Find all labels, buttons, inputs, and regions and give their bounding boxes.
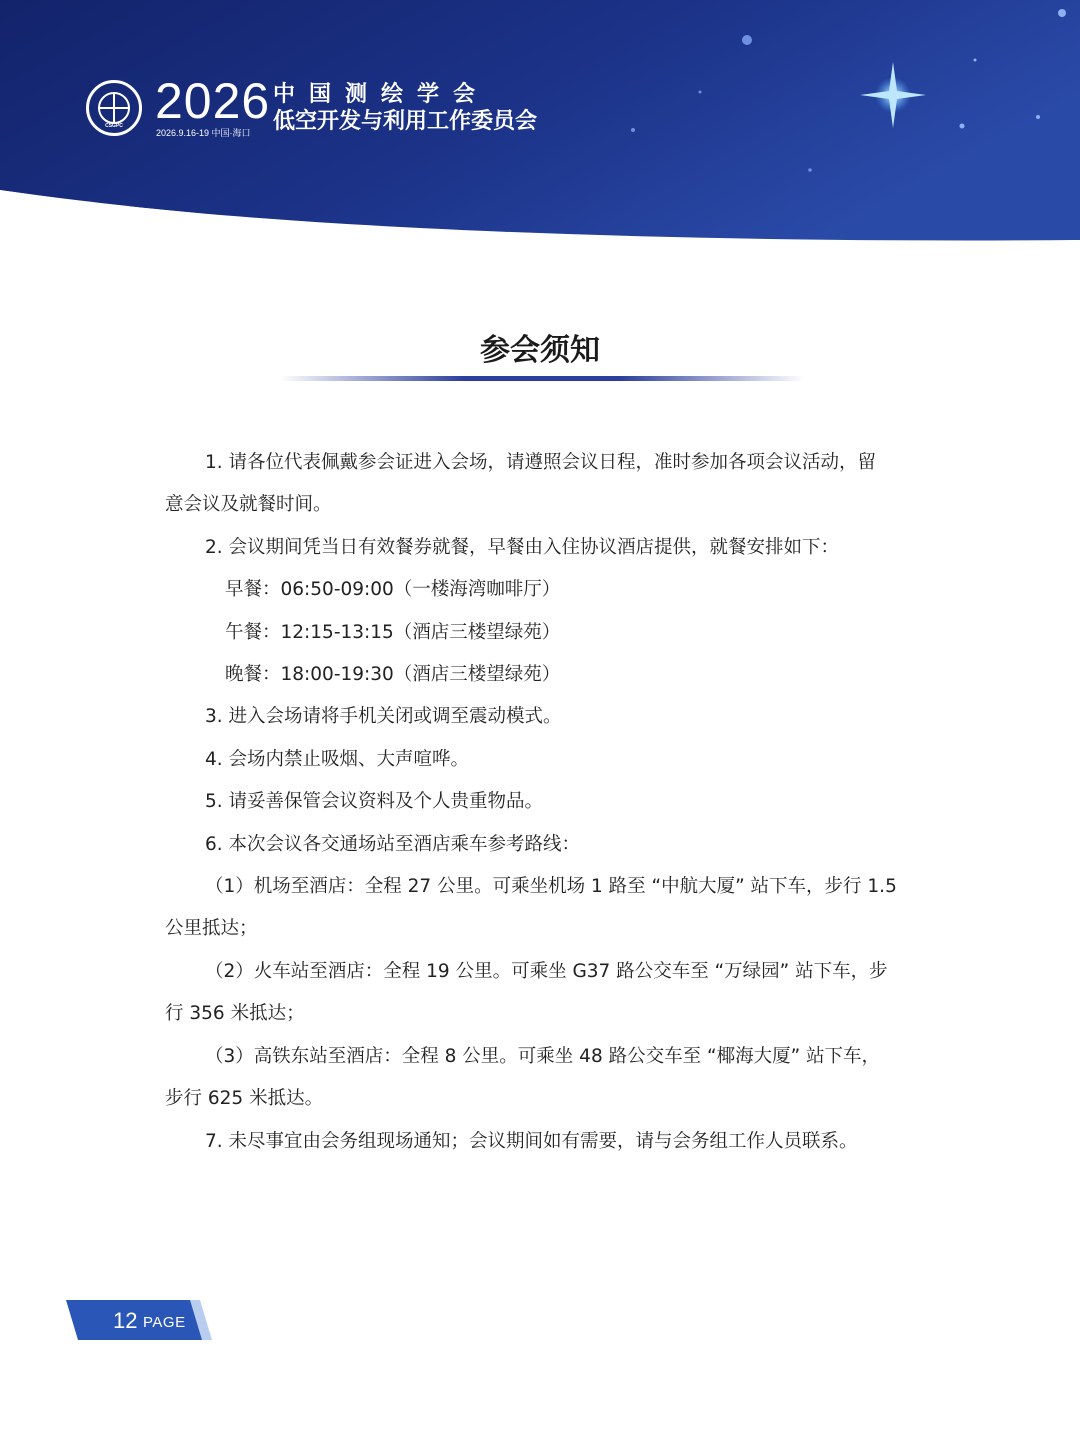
- committee-name: 低空开发与利用工作委员会: [273, 109, 538, 134]
- route-airport-cont: 公里抵达；: [165, 918, 258, 940]
- route-train: （2）火车站至酒店：全程 19 公里。可乘坐 G37 路公交车至 “万绿园” 站下车，步: [205, 960, 888, 982]
- dot-icon: [960, 124, 965, 129]
- meal-lunch: 午餐：12:15-13:15（酒店三楼望绿苑）: [225, 621, 561, 643]
- title-underline: [280, 376, 804, 381]
- header-banner: [0, 0, 1080, 250]
- organizer-name: 中国测绘学会: [273, 82, 490, 107]
- meal-breakfast: 早餐：06:50-09:00（一楼海湾咖啡厅）: [225, 579, 561, 601]
- event-year: 2026: [155, 73, 271, 129]
- dot-icon: [631, 128, 635, 132]
- page-title: 参会须知: [480, 333, 600, 368]
- page-label: PAGE: [143, 1314, 186, 1331]
- dot-icon: [1036, 115, 1040, 119]
- event-dateline: 2026.9.16-19 中国·海口: [156, 128, 251, 138]
- notice-item-3: 3. 进入会场请将手机关闭或调至震动模式。: [205, 706, 562, 728]
- notice-item-5: 5. 请妥善保管会议资料及个人贵重物品。: [205, 791, 544, 813]
- dot-icon: [742, 35, 752, 45]
- notice-item-1-cont: 意会议及就餐时间。: [165, 494, 332, 516]
- notice-body: [165, 442, 925, 1163]
- route-highspeed-cont: 步行 625 米抵达。: [165, 1088, 324, 1110]
- dot-icon: [699, 91, 702, 94]
- notice-item-4: 4. 会场内禁止吸烟、大声喧哗。: [205, 748, 470, 770]
- page-tab: [62, 1298, 214, 1342]
- dot-icon: [974, 59, 977, 62]
- logo-abbr: CSGPC: [105, 123, 123, 129]
- meal-dinner: 晚餐：18:00-19:30（酒店三楼望绿苑）: [225, 664, 561, 686]
- notice-item-6: 6. 本次会议各交通场站至酒店乘车参考路线：: [205, 833, 581, 855]
- notice-item-7: 7. 未尽事宜由会务组现场通知；会议期间如有需要，请与会务组工作人员联系。: [205, 1130, 858, 1152]
- notice-item-2: 2. 会议期间凭当日有效餐券就餐，早餐由入住协议酒店提供，就餐安排如下：: [205, 536, 840, 558]
- route-highspeed: （3）高铁东站至酒店：全程 8 公里。可乘坐 48 路公交车至 “椰海大厦” 站下车，: [205, 1045, 881, 1067]
- route-airport: （1）机场至酒店：全程 27 公里。可乘坐机场 1 路至 “中航大厦” 站下车，步行 1.5: [205, 876, 897, 898]
- society-logo: [86, 80, 142, 136]
- dot-icon: [808, 168, 812, 172]
- page-number: 12: [113, 1308, 138, 1333]
- dot-icon: [1058, 9, 1066, 17]
- route-train-cont: 行 356 米抵达；: [165, 1003, 305, 1025]
- notice-item-1: 1. 请各位代表佩戴参会证进入会场，请遵照会议日程，准时参加各项会议活动，留: [205, 452, 877, 473]
